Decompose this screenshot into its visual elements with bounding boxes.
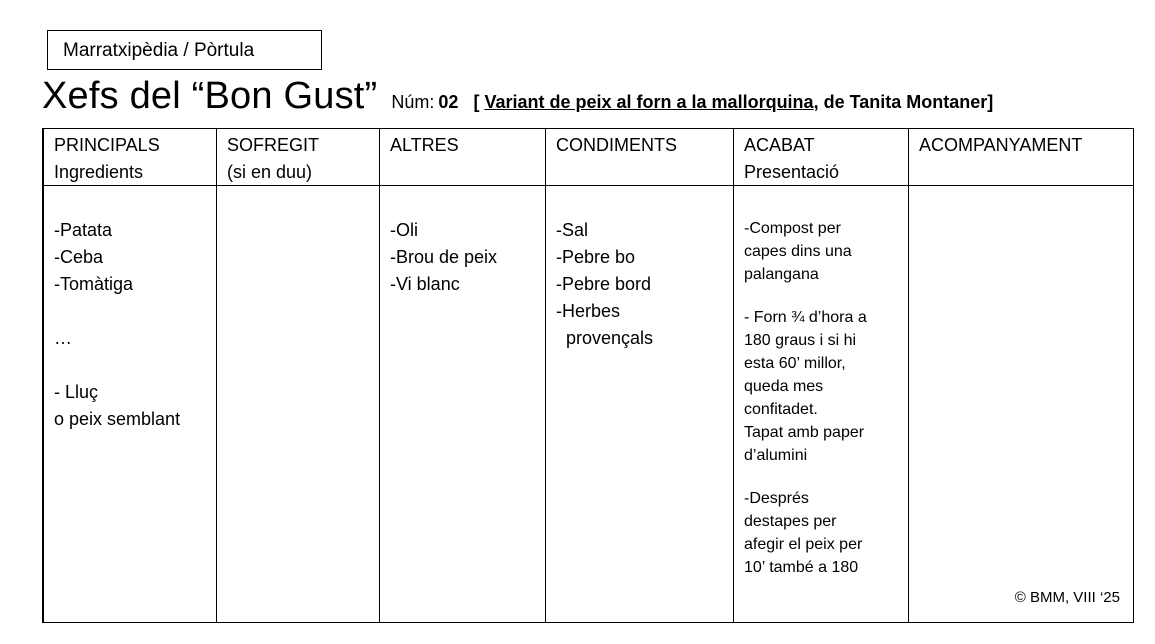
list-item: -Patata <box>54 220 113 240</box>
list-item: -Herbes <box>556 301 621 321</box>
recipe-meta <box>391 92 993 113</box>
header-line: Ingredients <box>54 162 144 182</box>
header-line: ACOMPANYAMENT <box>919 135 1083 155</box>
list-item: 180 graus i si hi <box>744 332 857 349</box>
list-item: -Després <box>744 490 809 507</box>
list-item: 10’ també a 180 <box>744 559 859 576</box>
column-acompanyament <box>908 129 1133 622</box>
column-header-acompanyament <box>919 132 1082 159</box>
list-item: -Tomàtiga <box>54 274 134 294</box>
header-line: SOFREGIT <box>227 135 320 155</box>
cell-altres <box>390 217 497 298</box>
list-item: o peix semblant <box>54 409 181 429</box>
page-header <box>42 72 1142 120</box>
list-item: -Brou de peix <box>390 247 498 267</box>
list-item: queda mes <box>744 378 824 395</box>
cell-condiments <box>556 217 653 352</box>
list-item: -Sal <box>556 220 589 240</box>
recipe-reference <box>473 92 993 112</box>
recipe-author: , de Tanita Montaner] <box>813 92 994 112</box>
header-line: ACABAT <box>744 135 815 155</box>
number-value: 02 <box>438 92 459 112</box>
recipe-table <box>42 128 1134 623</box>
header-line: PRINCIPALS <box>54 135 160 155</box>
cell-acabat <box>744 217 867 579</box>
list-item: d’alumini <box>744 447 808 464</box>
column-header-altres <box>390 132 459 159</box>
list-item: -Vi blanc <box>390 274 460 294</box>
column-altres <box>379 129 545 622</box>
ellipsis: … <box>54 328 72 348</box>
page-title: Xefs del “Bon Gust” <box>42 75 378 117</box>
list-item: palangana <box>744 266 819 283</box>
list-item: esta 60’ millor, <box>744 355 846 372</box>
column-header-condiments <box>556 132 677 159</box>
column-acabat <box>733 129 908 622</box>
column-header-sofregit <box>227 132 319 186</box>
copyright-note: © BMM, VIII ‘25 <box>1014 589 1120 606</box>
recipe-bracket: [ <box>473 92 485 112</box>
list-item: -Oli <box>390 220 418 240</box>
column-sofregit <box>216 129 379 622</box>
list-item: - Lluç <box>54 382 99 402</box>
cell-principals <box>54 217 180 433</box>
list-item: Tapat amb paper <box>744 424 865 441</box>
header-line: Presentació <box>744 162 840 182</box>
list-item: - Forn ¾ d’hora a <box>744 309 867 326</box>
breadcrumb: Marratxipèdia / Pòrtula <box>47 30 322 70</box>
list-item: provençals <box>566 328 654 348</box>
list-item: destapes per <box>744 513 837 530</box>
recipe-title: Variant de peix al forn a la mallorquina <box>484 92 814 112</box>
list-item: afegir el peix per <box>744 536 863 553</box>
list-item: -Compost per <box>744 220 841 237</box>
header-line: CONDIMENTS <box>556 135 677 155</box>
header-line: (si en duu) <box>227 162 313 182</box>
number-label: Núm: <box>391 92 435 112</box>
list-item: -Pebre bo <box>556 247 636 267</box>
header-line: ALTRES <box>390 135 459 155</box>
column-principals <box>43 129 216 622</box>
list-item: -Pebre bord <box>556 274 652 294</box>
list-item: -Ceba <box>54 247 104 267</box>
column-header-principals <box>54 132 160 186</box>
column-condiments <box>545 129 733 622</box>
list-item: capes dins una <box>744 243 852 260</box>
column-header-acabat <box>744 132 839 186</box>
list-item: confitadet. <box>744 401 818 418</box>
